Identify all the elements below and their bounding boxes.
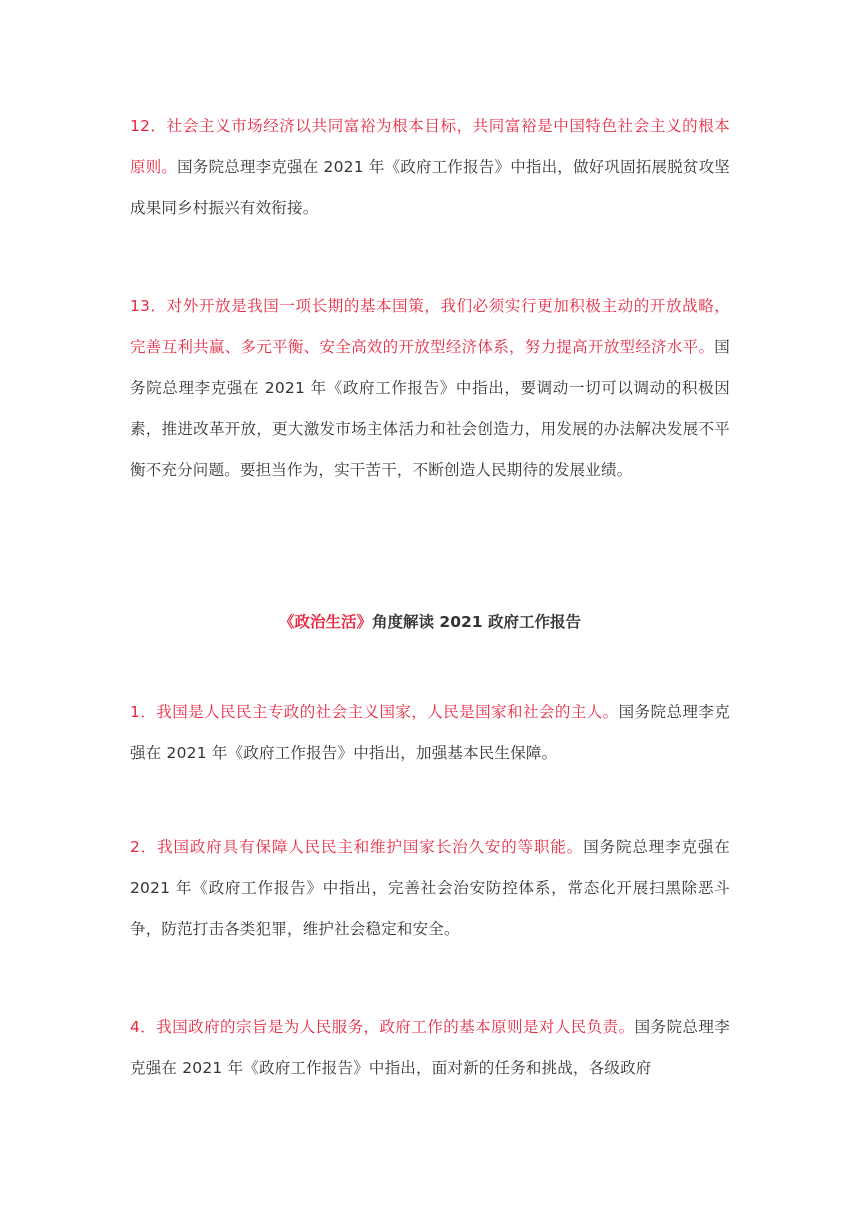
paragraph-4-highlight: 4．我国政府的宗旨是为人民服务，政府工作的基本原则是对人民负责。 [130, 1018, 635, 1036]
paragraph-12-highlight: 12．社会主义市场经济以共同富裕为根本目标，共同富裕是中国特色社会主义的根本原则。 [130, 117, 730, 176]
paragraph-1 [130, 692, 730, 774]
paragraph-4-body: 国务院总理李克强在 2021 年《政府工作报告》中指出，面对新的任务和挑战，各级政府 [130, 1018, 730, 1077]
paragraph-2 [130, 827, 730, 950]
section-heading [130, 602, 730, 643]
paragraph-12-body: 国务院总理李克强在 2021 年《政府工作报告》中指出，做好巩固拓展脱贫攻坚成果同乡村振兴有效衔接。 [130, 158, 731, 217]
paragraph-12 [130, 106, 730, 229]
paragraph-1-body: 国务院总理李克强在 2021 年《政府工作报告》中指出，加强基本民生保障。 [130, 703, 730, 762]
paragraph-2-highlight: 2．我国政府具有保障人民民主和维护国家长治久安的等职能。 [130, 838, 584, 856]
paragraph-13-body: 国务院总理李克强在 2021 年《政府工作报告》中指出，要调动一切可以调动的积极因素，推进改革开放，更大激发市场主体活力和社会创造力，用发展的办法解决发展不平衡不充分问题。要担当作为，实干苦干，不断创造人民期待的发展业绩。 [130, 338, 730, 479]
paragraph-1-highlight: 1．我国是人民民主专政的社会主义国家，人民是国家和社会的主人。 [130, 703, 619, 721]
paragraph-13-highlight: 13．对外开放是我国一项长期的基本国策，我们必须实行更加积极主动的开放战略，完善互利共赢、多元平衡、安全高效的开放型经济体系，努力提高开放型经济水平。 [130, 297, 730, 356]
section-heading-highlight: 《政治生活》 [279, 613, 373, 631]
section-heading-rest: 角度解读 2021 政府工作报告 [372, 613, 581, 631]
paragraph-13 [130, 286, 730, 491]
paragraph-2-body: 国务院总理李克强在 2021 年《政府工作报告》中指出，完善社会治安防控体系，常态化开展扫黑除恶斗争，防范打击各类犯罪，维护社会稳定和安全。 [130, 838, 730, 938]
paragraph-4 [130, 1007, 730, 1089]
